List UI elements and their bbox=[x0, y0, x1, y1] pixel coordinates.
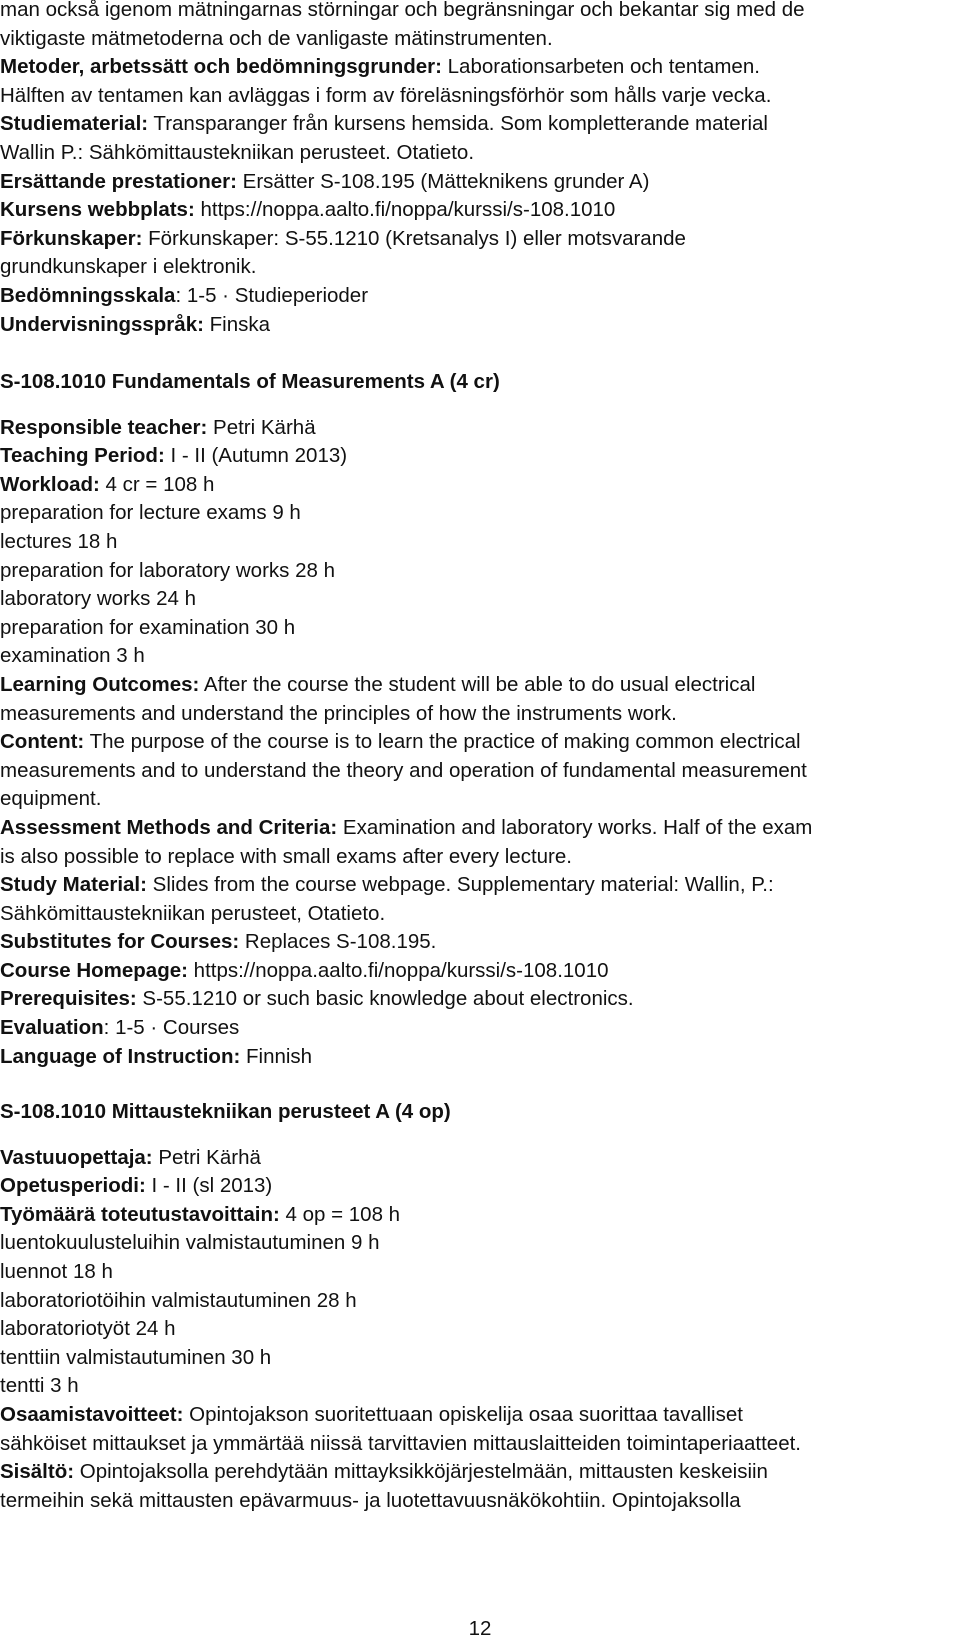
text-line bbox=[0, 442, 958, 471]
text-line bbox=[0, 928, 958, 957]
text-line bbox=[0, 1201, 958, 1230]
field-label: Study Material: bbox=[0, 873, 147, 897]
field-label: Kursens webbplats: bbox=[0, 198, 195, 222]
field-text: The purpose of the course is to learn the practice of making common electrical bbox=[84, 730, 801, 754]
field-text: man också igenom mätningarnas störningar och begränsningar och bekantar sig med de bbox=[0, 0, 805, 21]
field-label: Studiematerial: bbox=[0, 112, 149, 136]
field-label: Responsible teacher: bbox=[0, 415, 208, 439]
field-text: I - II (Autumn 2013) bbox=[164, 444, 348, 468]
text-line bbox=[0, 871, 958, 900]
field-text: https://noppa.aalto.fi/noppa/kurssi/s-108.1010 bbox=[194, 198, 616, 222]
field-text: Opintojaksolla perehdytään mittayksikköjärjestelmään, mittausten keskeisiin bbox=[74, 1460, 768, 1484]
text-line bbox=[0, 1401, 958, 1430]
course-en-section bbox=[0, 385, 958, 1071]
course-heading: S-108.1010 Fundamentals of Measurements A (4 cr) bbox=[0, 370, 500, 393]
text-line bbox=[0, 900, 958, 929]
field-text: Förkunskaper: S-55.1210 (Kretsanalys I) eller motsvarande bbox=[142, 226, 686, 250]
field-label: Förkunskaper: bbox=[0, 226, 143, 250]
field-text: I - II (sl 2013) bbox=[145, 1174, 273, 1198]
text-line bbox=[0, 1229, 958, 1258]
text-line bbox=[0, 1315, 958, 1344]
field-text: Finnish bbox=[240, 1044, 313, 1068]
text-line bbox=[0, 1430, 958, 1459]
text-line bbox=[0, 671, 958, 700]
field-text: : 1-5 · Studieperioder bbox=[175, 283, 369, 307]
text-line bbox=[0, 110, 958, 139]
field-text: Petri Kärhä bbox=[207, 415, 316, 439]
text-line bbox=[0, 985, 958, 1014]
field-label: Substitutes for Courses: bbox=[0, 930, 240, 954]
text-line bbox=[0, 1487, 958, 1516]
text-line bbox=[0, 168, 958, 197]
field-label: Content: bbox=[0, 730, 85, 754]
field-text: Opintojakson suoritettuaan opiskelija osaa suorittaa tavalliset bbox=[183, 1402, 743, 1426]
text-line bbox=[0, 843, 958, 872]
text-line bbox=[0, 1372, 958, 1401]
field-label: Metoder, arbetssätt och bedömningsgrunder: bbox=[0, 55, 442, 79]
text-line bbox=[0, 1287, 958, 1316]
field-label: Bedömningsskala bbox=[0, 283, 176, 307]
field-text: tentti 3 h bbox=[0, 1374, 79, 1398]
field-label: Language of Instruction: bbox=[0, 1044, 241, 1068]
field-text: viktigaste mätmetoderna och de vanligaste mätinstrumenten. bbox=[0, 26, 553, 50]
field-label: Teaching Period: bbox=[0, 444, 165, 468]
field-text: After the course the student will be able to do usual electrical bbox=[199, 672, 756, 696]
field-text: Replaces S-108.195. bbox=[239, 930, 437, 954]
field-label: Learning Outcomes: bbox=[0, 672, 200, 696]
field-label: Vastuuopettaja: bbox=[0, 1145, 153, 1169]
field-text: laboratoriotöihin valmistautuminen 28 h bbox=[0, 1288, 357, 1312]
field-text: Hälften av tentamen kan avläggas i form av föreläsningsförhör som hålls varje vecka. bbox=[0, 83, 772, 107]
text-line bbox=[0, 1014, 958, 1043]
text-line bbox=[0, 1043, 958, 1072]
text-line bbox=[0, 814, 958, 843]
text-line bbox=[0, 499, 958, 528]
course-fi-section bbox=[0, 1115, 958, 1515]
text-line bbox=[0, 25, 958, 54]
intro-section bbox=[0, 0, 958, 339]
field-text: laboratoriotyöt 24 h bbox=[0, 1317, 176, 1341]
text-line bbox=[0, 700, 958, 729]
field-text: preparation for examination 30 h bbox=[0, 615, 296, 639]
text-line bbox=[0, 614, 958, 643]
field-text: Examination and laboratory works. Half of the exam bbox=[337, 815, 813, 839]
text-line bbox=[0, 414, 958, 443]
text-line bbox=[0, 253, 958, 282]
text-line bbox=[0, 728, 958, 757]
text-line bbox=[0, 1458, 958, 1487]
field-text: sähköiset mittaukset ja ymmärtää niissä tarvittavien mittauslaitteiden toimintaperiaatteet. bbox=[0, 1431, 802, 1455]
field-label: Osaamistavoitteet: bbox=[0, 1402, 184, 1426]
field-text: is also possible to replace with small exams after every lecture. bbox=[0, 844, 572, 868]
field-label: Sisältö: bbox=[0, 1460, 75, 1484]
text-line bbox=[0, 282, 958, 311]
text-line bbox=[0, 957, 958, 986]
field-text: S-55.1210 or such basic knowledge about electronics. bbox=[136, 987, 634, 1011]
field-label: Ersättande prestationer: bbox=[0, 169, 237, 193]
field-label: Course Homepage: bbox=[0, 958, 188, 982]
field-text: Laborationsarbeten och tentamen. bbox=[441, 55, 760, 79]
field-text: 4 op = 108 h bbox=[279, 1202, 401, 1226]
field-label: Opetusperiodi: bbox=[0, 1174, 146, 1198]
field-text: examination 3 h bbox=[0, 644, 145, 668]
field-label: Työmäärä toteutustavoittain: bbox=[0, 1202, 280, 1226]
text-line bbox=[0, 1258, 958, 1287]
text-line bbox=[0, 1172, 958, 1201]
field-text: Petri Kärhä bbox=[152, 1145, 261, 1169]
field-text: termeihin sekä mittausten epävarmuus- ja luotettavuusnäkökohtiin. Opintojaksolla bbox=[0, 1488, 741, 1512]
field-text: lectures 18 h bbox=[0, 529, 118, 553]
text-line bbox=[0, 225, 958, 254]
text-line bbox=[0, 585, 958, 614]
field-text: Transparanger från kursens hemsida. Som kompletterande material bbox=[148, 112, 768, 136]
text-line bbox=[0, 642, 958, 671]
field-label: Workload: bbox=[0, 472, 100, 496]
field-text: measurements and understand the principles of how the instruments work. bbox=[0, 701, 677, 725]
field-label: Undervisningsspråk: bbox=[0, 312, 204, 336]
text-line bbox=[0, 1344, 958, 1373]
field-text: Sähkömittaustekniikan perusteet, Otatieto. bbox=[0, 901, 386, 925]
text-line bbox=[0, 757, 958, 786]
field-label: Evaluation bbox=[0, 1016, 104, 1040]
field-text: luennot 18 h bbox=[0, 1259, 113, 1283]
field-text: luentokuulusteluihin valmistautuminen 9 h bbox=[0, 1231, 380, 1255]
page-number: 12 bbox=[468, 1617, 492, 1640]
field-label: Assessment Methods and Criteria: bbox=[0, 815, 338, 839]
field-text: laboratory works 24 h bbox=[0, 587, 196, 611]
field-text: preparation for laboratory works 28 h bbox=[0, 558, 336, 582]
field-text: https://noppa.aalto.fi/noppa/kurssi/s-108.1010 bbox=[187, 958, 609, 982]
course-heading: S-108.1010 Mittaustekniikan perusteet A (4 op) bbox=[0, 1100, 451, 1123]
text-line bbox=[0, 1144, 958, 1173]
field-label: Prerequisites: bbox=[0, 987, 137, 1011]
text-line bbox=[0, 471, 958, 500]
field-text: 4 cr = 108 h bbox=[99, 472, 215, 496]
field-text: Ersätter S-108.195 (Mätteknikens grunder A) bbox=[236, 169, 650, 193]
text-line bbox=[0, 785, 958, 814]
field-text: Wallin P.: Sähkömittaustekniikan perusteet. Otatieto. bbox=[0, 140, 475, 164]
text-line bbox=[0, 528, 958, 557]
text-line bbox=[0, 139, 958, 168]
text-line bbox=[0, 311, 958, 340]
field-text: equipment. bbox=[0, 787, 102, 811]
field-text: Slides from the course webpage. Supplementary material: Wallin, P.: bbox=[146, 873, 774, 897]
text-line bbox=[0, 557, 958, 586]
text-line bbox=[0, 196, 958, 225]
field-text: : 1-5 · Courses bbox=[103, 1016, 240, 1040]
field-text: preparation for lecture exams 9 h bbox=[0, 501, 301, 525]
text-line bbox=[0, 82, 958, 111]
field-text: measurements and to understand the theory and operation of fundamental measurement bbox=[0, 758, 807, 782]
field-text: tenttiin valmistautuminen 30 h bbox=[0, 1345, 272, 1369]
text-line bbox=[0, 53, 958, 82]
text-line bbox=[0, 0, 958, 25]
field-text: grundkunskaper i elektronik. bbox=[0, 255, 257, 279]
field-text: Finska bbox=[203, 312, 270, 336]
